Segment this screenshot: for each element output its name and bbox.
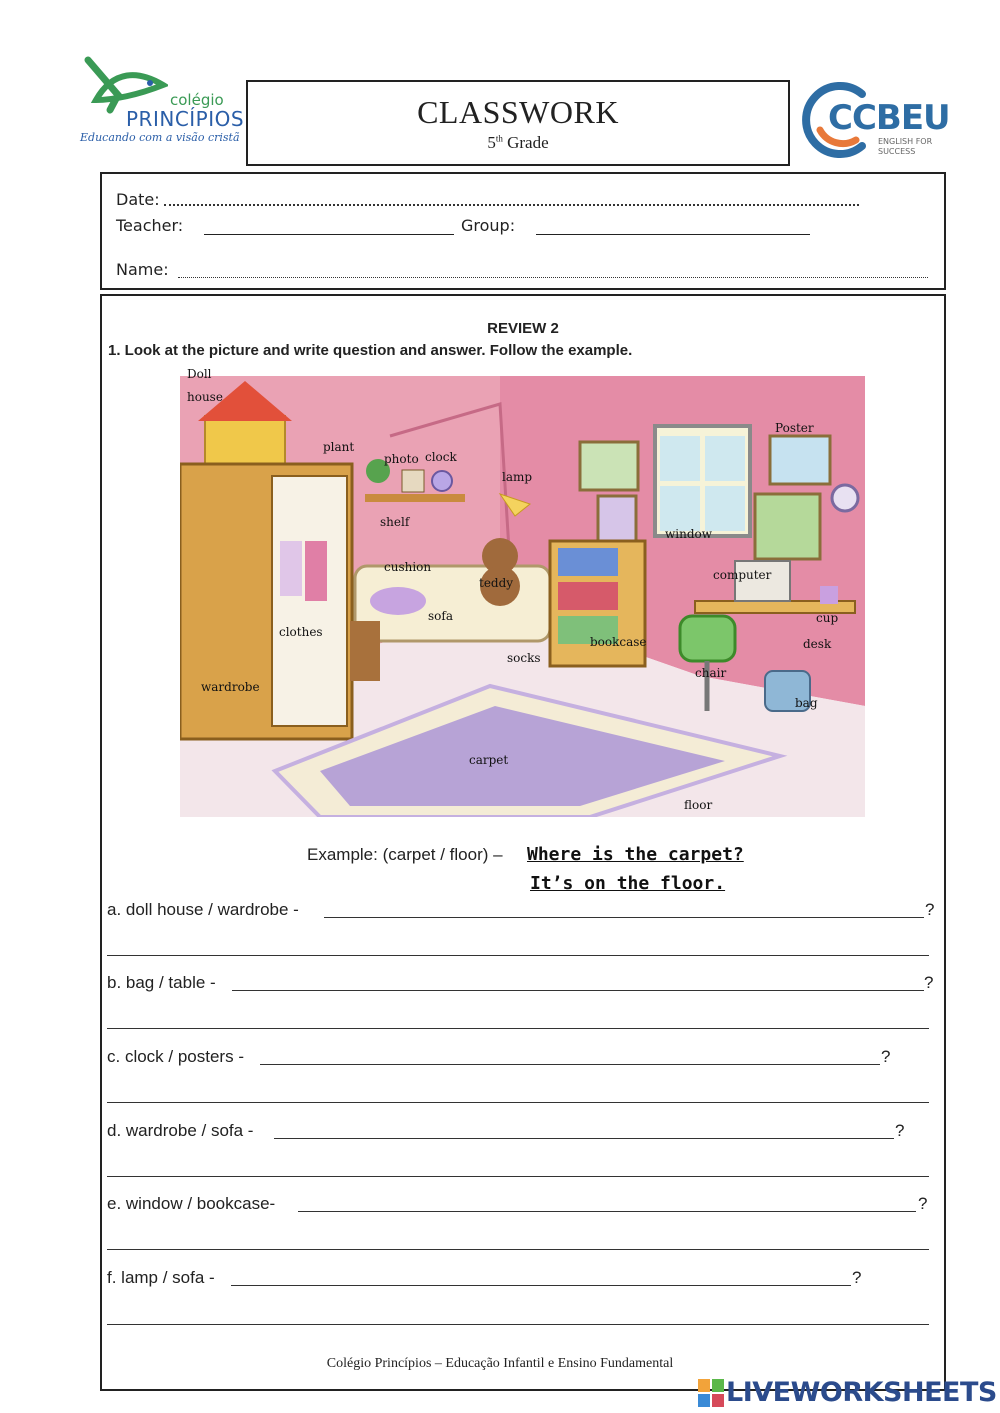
question-d-mark: ? xyxy=(895,1121,905,1140)
label-clock: clock xyxy=(425,450,457,464)
answer-d-line[interactable] xyxy=(107,1176,929,1177)
label-window: window xyxy=(665,527,713,541)
question-b-answer-line[interactable] xyxy=(232,990,924,991)
question-f-prompt: f. lamp / sofa - xyxy=(107,1268,215,1287)
date-label: Date: xyxy=(116,190,160,209)
question-b-mark: ? xyxy=(924,973,934,992)
question-a-mark: ? xyxy=(925,900,935,919)
question-e-mark: ? xyxy=(918,1194,928,1213)
grade-word: Grade xyxy=(507,133,549,152)
answer-c-line[interactable] xyxy=(107,1102,929,1103)
poster-panda xyxy=(580,442,638,490)
question-c-answer-line[interactable] xyxy=(260,1064,880,1065)
answer-b-line[interactable] xyxy=(107,1028,929,1029)
liveworksheets-icon xyxy=(698,1379,724,1409)
label-chair: chair xyxy=(695,666,727,680)
answer-a-line[interactable] xyxy=(107,955,929,956)
group-label: Group: xyxy=(461,216,516,235)
poster-frame xyxy=(755,494,820,559)
title-box xyxy=(246,80,790,166)
page-title: CLASSWORK xyxy=(417,94,619,130)
label-socks: socks xyxy=(507,651,541,665)
liveworksheets-watermark xyxy=(698,1377,998,1409)
poster-elephant xyxy=(770,436,830,484)
review-title: REVIEW 2 xyxy=(487,320,559,337)
logo-tagline: Educando com a visão cristã xyxy=(80,131,240,144)
teacher-label: Teacher: xyxy=(116,216,184,235)
ccbeu-tagline: ENGLISH FOR SUCCESS xyxy=(878,137,933,156)
ccbeu-logo xyxy=(800,80,950,160)
chair xyxy=(680,616,735,661)
label-wardrobe: wardrobe xyxy=(201,680,260,694)
label-cup: cup xyxy=(816,611,839,625)
teacher-field[interactable] xyxy=(204,234,454,235)
grade-suffix: th xyxy=(495,133,503,144)
bedroom-picture xyxy=(180,376,865,817)
student-info-box xyxy=(100,172,946,290)
poster-koala xyxy=(598,496,636,541)
fish-logo-icon xyxy=(78,55,168,115)
label-lamp: lamp xyxy=(502,470,533,484)
question-f-mark: ? xyxy=(852,1268,862,1287)
question-e-answer-line[interactable] xyxy=(298,1211,916,1212)
label-plant: plant xyxy=(323,440,355,454)
answer-e-line[interactable] xyxy=(107,1249,929,1250)
question-e-prompt: e. window / bookcase- xyxy=(107,1194,276,1213)
page-footer: Colégio Princípios – Educação Infantil e Ensino Fundamental xyxy=(326,1356,674,1371)
watermark-text: LIVEWORKSHEETS xyxy=(726,1377,997,1408)
question-c-mark: ? xyxy=(881,1047,891,1066)
label-computer: computer xyxy=(713,568,772,582)
question-a-answer-line[interactable] xyxy=(324,917,924,918)
instruction-text: 1. Look at the picture and write question and answer. Follow the example. xyxy=(108,342,633,359)
label-cushion: cushion xyxy=(384,560,432,574)
label-shelf: shelf xyxy=(380,515,410,529)
cup xyxy=(820,586,838,604)
label-bag: bag xyxy=(795,696,818,710)
example-question: Where is the carpet? xyxy=(527,844,744,865)
question-b-prompt: b. bag / table - xyxy=(107,973,216,992)
example-prompt: Example: (carpet / floor) – xyxy=(307,845,503,864)
question-d-answer-line[interactable] xyxy=(274,1138,894,1139)
name-field[interactable] xyxy=(178,277,928,278)
label-carpet: carpet xyxy=(469,753,509,767)
wall-clock xyxy=(832,485,858,511)
question-f-answer-line[interactable] xyxy=(231,1285,851,1286)
logo-brand-text: PRINCÍPIOS xyxy=(126,107,245,131)
question-c-prompt: c. clock / posters - xyxy=(107,1047,244,1066)
label-floor: floor xyxy=(684,798,713,812)
ccbeu-brand: CCBEU xyxy=(828,98,950,138)
shelf xyxy=(365,494,465,502)
name-label: Name: xyxy=(116,260,169,279)
label-house: house xyxy=(187,390,223,404)
question-a-prompt: a. doll house / wardrobe - xyxy=(107,900,299,919)
grade-label xyxy=(248,133,788,153)
cushion xyxy=(370,587,426,615)
label-bookcase: bookcase xyxy=(590,635,647,649)
grade-number: 5 xyxy=(487,133,496,152)
colegio-principios-logo xyxy=(78,55,245,150)
label-sofa: sofa xyxy=(428,609,453,623)
answer-f-line[interactable] xyxy=(107,1324,929,1325)
date-field[interactable] xyxy=(164,204,859,206)
logo-small-text: colégio xyxy=(170,91,224,109)
label-clothes: clothes xyxy=(279,625,323,639)
question-d-prompt: d. wardrobe / sofa - xyxy=(107,1121,254,1140)
label-doll: Doll xyxy=(187,367,212,381)
label-teddy: teddy xyxy=(479,576,514,590)
label-poster: Poster xyxy=(775,421,814,435)
label-desk: desk xyxy=(803,637,832,651)
label-photo: photo xyxy=(384,452,419,466)
group-field[interactable] xyxy=(536,234,810,235)
example-answer: It’s on the floor. xyxy=(530,873,726,894)
